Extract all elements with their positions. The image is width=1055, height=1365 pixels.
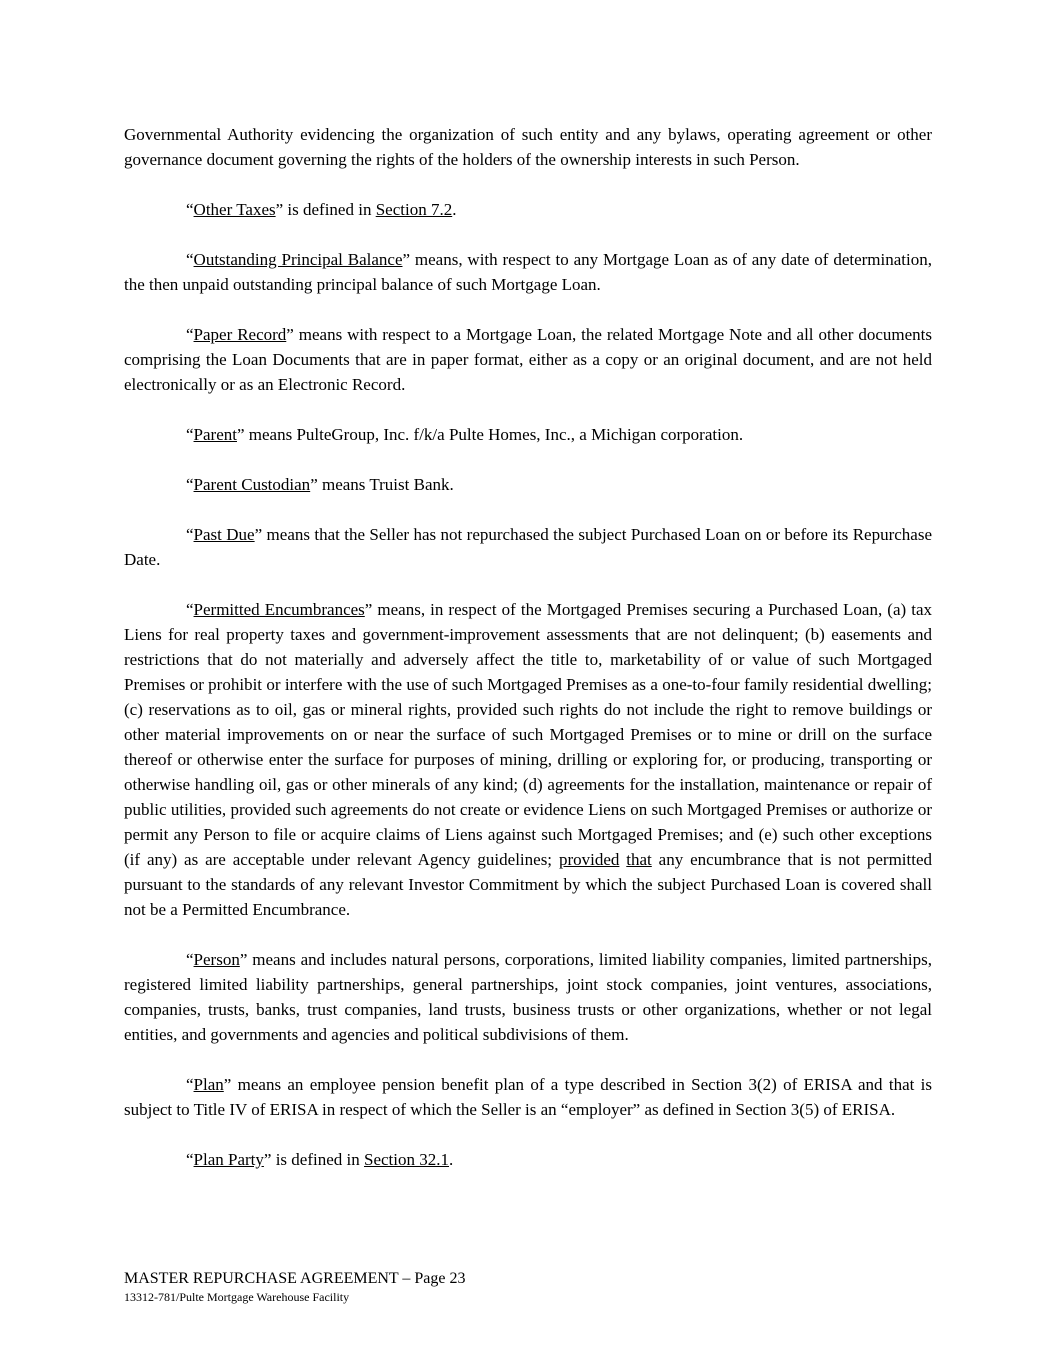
defined-term: Person xyxy=(193,950,240,969)
paragraph xyxy=(124,122,932,172)
defined-term: that xyxy=(626,850,652,869)
defined-term: Past Due xyxy=(193,525,255,544)
paragraph xyxy=(124,1147,932,1172)
text-segment: “ xyxy=(186,475,194,494)
text-segment: “ xyxy=(186,1150,194,1169)
page-footer xyxy=(124,1269,932,1305)
text-segment: “ xyxy=(186,950,194,969)
text-segment: ” means that the Seller has not repurchased the subject Purchased Loan on or before its Repurchase Date. xyxy=(124,525,932,569)
paragraph xyxy=(124,522,932,572)
defined-term: Parent xyxy=(193,425,237,444)
text-segment: “ xyxy=(186,600,194,619)
defined-term: Parent Custodian xyxy=(193,475,311,494)
text-segment: “ xyxy=(186,425,194,444)
defined-term: Other Taxes xyxy=(193,200,276,219)
text-segment: “ xyxy=(186,200,194,219)
paragraph xyxy=(124,322,932,397)
text-segment: “ xyxy=(186,250,194,269)
paragraph xyxy=(124,247,932,297)
defined-term: Section 32.1 xyxy=(364,1150,449,1169)
footer-file-reference: 13312-781/Pulte Mortgage Warehouse Facility xyxy=(124,1290,350,1304)
paragraph xyxy=(124,197,932,222)
paragraph xyxy=(124,472,932,497)
text-segment: ” means Truist Bank. xyxy=(310,475,454,494)
text-segment: ” means with respect to a Mortgage Loan, the related Mortgage Note and all other documents comprising the Loan Documents that are in paper format, either as a copy or an original document, and are not held electronically or as an Electronic Record. xyxy=(124,325,932,394)
footer-title: MASTER REPURCHASE AGREEMENT – Page 23 xyxy=(124,1270,466,1287)
text-segment: ” is defined in xyxy=(275,200,376,219)
text-segment: . xyxy=(452,200,457,219)
text-segment: . xyxy=(449,1150,454,1169)
text-segment: “ xyxy=(186,525,194,544)
defined-term: Plan xyxy=(193,1075,224,1094)
text-segment: “ xyxy=(186,325,194,344)
paragraph xyxy=(124,947,932,1047)
defined-term: Outstanding Principal Balance xyxy=(193,250,403,269)
text-segment: ” means an employee pension benefit plan of a type described in Section 3(2) of ERISA and that is subject to Title IV of ERISA in respect of which the Seller is an “employer” as defined in Section 3(5) of ERISA. xyxy=(124,1075,932,1119)
paragraph xyxy=(124,1072,932,1122)
defined-term: Permitted Encumbrances xyxy=(193,600,365,619)
defined-term: Section 7.2 xyxy=(375,200,453,219)
text-segment: ” means PulteGroup, Inc. f/k/a Pulte Homes, Inc., a Michigan corporation. xyxy=(236,425,744,444)
defined-term: provided xyxy=(558,850,620,869)
defined-term: Paper Record xyxy=(193,325,287,344)
text-segment: ” means, with respect to any Mortgage Loan as of any date of determination, the then unpaid outstanding principal balance of such Mortgage Loan. xyxy=(124,250,932,294)
text-segment: ” means, in respect of the Mortgaged Premises securing a Purchased Loan, (a) tax Liens for real property taxes and government-improvement assessments that are not delinquent; (b) easements and restrictions that do not materially and adversely affect the title to, marketability of or value of such Mortgaged Premises or prohibit or interfere with the use of such Mortgaged Premises as a one-to-four family residential dwelling; (c) reservations as to oil, gas or mineral rights, provided such rights do not include the right to remove buildings or other material improvements on or near the surface of such Mortgaged Premises or to mine or drill on the surface thereof or otherwise enter the surface for purposes of mining, drilling or exploring for, or producing, transporting or otherwise handling oil, gas or other minerals of any kind; (d) agreements for the installation, maintenance or repair of public utilities, provided such agreements do not create or evidence Liens on such Mortgaged Premises or authorize or permit any Person to file or acquire claims of Liens against such Mortgaged Premises; and (e) such other exceptions (if any) as are acceptable under relevant Agency guidelines; xyxy=(124,600,932,869)
text-segment: any encumbrance that is not permitted pursuant to the standards of any relevant Investor Commitment by which the subject Purchased Loan is covered shall not be a Permitted Encumbrance. xyxy=(124,850,933,919)
text-segment: ” means and includes natural persons, corporations, limited liability companies, limited partnerships, registered limited liability partnerships, general partnerships, joint stock companies, joint ventures, associations, companies, trusts, banks, trust companies, land trusts, business trusts or other organizations, whether or not legal entities, and governments and agencies and political subdivisions of them. xyxy=(124,950,932,1044)
text-segment: Governmental Authority evidencing the organization of such entity and any bylaws, operating agreement or other governance document governing the rights of the holders of the ownership interests in such Person. xyxy=(124,125,932,169)
text-segment: ” is defined in xyxy=(263,1150,364,1169)
paragraph xyxy=(124,597,932,922)
paragraph xyxy=(124,422,932,447)
document-body xyxy=(124,122,932,1197)
text-segment: “ xyxy=(186,1075,194,1094)
defined-term: Plan Party xyxy=(193,1150,264,1169)
